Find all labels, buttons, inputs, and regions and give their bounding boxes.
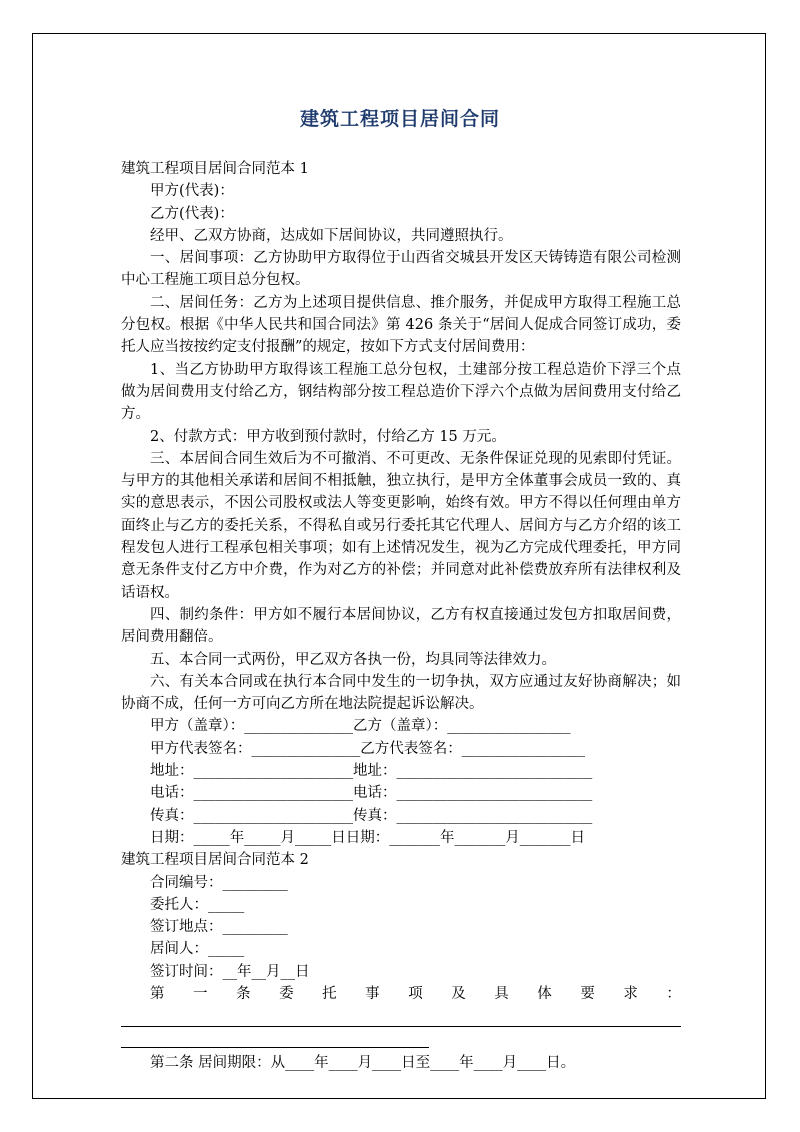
clause-5: 五、本合同一式两份，甲乙双方各执一份，均具同等法律效力。 — [150, 651, 556, 668]
document-body — [121, 158, 681, 1075]
article-1-char: 及 — [451, 985, 466, 1002]
signature-rep-line: 甲方代表签名：_______________乙方代表签名：_________________ — [150, 740, 585, 757]
article-1-char: 项 — [408, 985, 423, 1002]
article-1-char: 第 — [150, 985, 165, 1002]
signature-address-line: 地址：______________________地址：___________________________ — [150, 763, 593, 780]
party-a-line: 甲方(代表)： — [150, 183, 234, 200]
article-2-line: 第二条 居间期限：从____年____月____日至____年____月____日。 — [150, 1055, 576, 1072]
clause-2: 二、居间任务：乙方为上述项目提供信息、推介服务，并促成甲方取得工程施工总分包权。根据《中华人民共和国合同法》第 426 条关于“居间人促成合同签订成功，委托人应当按按约定支付报酬”的规定，按如下方式支付居间费用： — [121, 294, 681, 356]
article-1-char: ： — [666, 985, 681, 1002]
clause-1: 一、居间事项：乙方协助甲方取得位于山西省交城县开发区天铸铸造有限公司检测中心工程施工项目总分包权。 — [121, 250, 681, 289]
article-1-char: 事 — [365, 985, 380, 1002]
clause-2-1: 1、当乙方协助甲方取得该工程施工总分包权，土建部分按工程总造价下浮三个点做为居间费用支付给乙方，钢结构部分按工程总造价下浮六个点做为居间费用支付给乙方。 — [121, 361, 681, 423]
article-1-char: 求 — [623, 985, 638, 1002]
signature-seal-line: 甲方（盖章）：_______________乙方（盖章）：_________________ — [150, 718, 571, 735]
sample1-heading: 建筑工程项目居间合同范本 1 — [121, 161, 309, 177]
intro-paragraph: 经甲、乙双方协商，达成如下居间协议，共同遵照执行。 — [150, 227, 513, 244]
article-1-char: 一 — [193, 985, 208, 1002]
article-1-fill-line — [121, 1005, 681, 1027]
client-line: 委托人：_____ — [150, 896, 245, 913]
clause-6: 六、有关本合同或在执行本合同中发生的一切争执，双方应通过友好协商解决；如协商不成，任何一方可向乙方所在地法院提起诉讼解决。 — [121, 673, 681, 713]
party-b-line: 乙方(代表)： — [150, 205, 234, 222]
contract-number-line: 合同编号：_________ — [150, 874, 288, 891]
article-1-heading — [121, 983, 681, 1005]
clause-2-2: 2、付款方式：甲方收到预付款时，付给乙方 15 万元。 — [150, 428, 506, 445]
article-1-char: 托 — [322, 985, 337, 1002]
sign-time-line: 签订时间：__年__月__日 — [150, 963, 310, 980]
clause-4: 四、制约条件：甲方如不履行本居间协议，乙方有权直接通过发包方扣取居间费，居间费用翻倍。 — [121, 606, 681, 646]
article-1-char: 委 — [279, 985, 294, 1002]
signature-phone-line: 电话：______________________电话：___________________________ — [150, 785, 593, 802]
article-1-char: 具 — [494, 985, 509, 1002]
intermediary-line: 居间人：_____ — [150, 941, 245, 958]
document-title: 建筑工程项目居间合同 — [299, 108, 500, 130]
clause-3: 三、本居间合同生效后为不可撤消、不可更改、无条件保证兑现的见索即付凭证。与甲方的其他相关承诺和居间不相抵触，独立执行，是甲方全体董事会成员一致的、真实的意思表示，不因公司股权或法人等变更影响，始终有效。甲方不得以任何理由单方面终止与乙方的委托关系，不得私自或另行委托其它代理人、居间方与乙方介绍的该工程发包人进行工程承包相关事项；如有上述情况发生，视为乙方完成代理委托，甲方同意无条件支付乙方中介费，作为对乙方的补偿；并同意对此补偿费放弃所有法律权利及话语权。 — [121, 450, 681, 601]
article-1-fill-line-short — [121, 1027, 429, 1048]
article-1-char: 条 — [236, 985, 251, 1002]
article-1-char: 体 — [537, 985, 552, 1002]
signature-fax-line: 传真：______________________传真：___________________________ — [150, 807, 593, 824]
article-1-char: 要 — [580, 985, 595, 1002]
sign-place-line: 签订地点：_________ — [150, 919, 288, 936]
signature-date-line: 日期：_____年_____月_____日日期：_______年_______月_______日 — [150, 829, 585, 846]
sample2-heading: 建筑工程项目居间合同范本 2 — [121, 852, 309, 869]
